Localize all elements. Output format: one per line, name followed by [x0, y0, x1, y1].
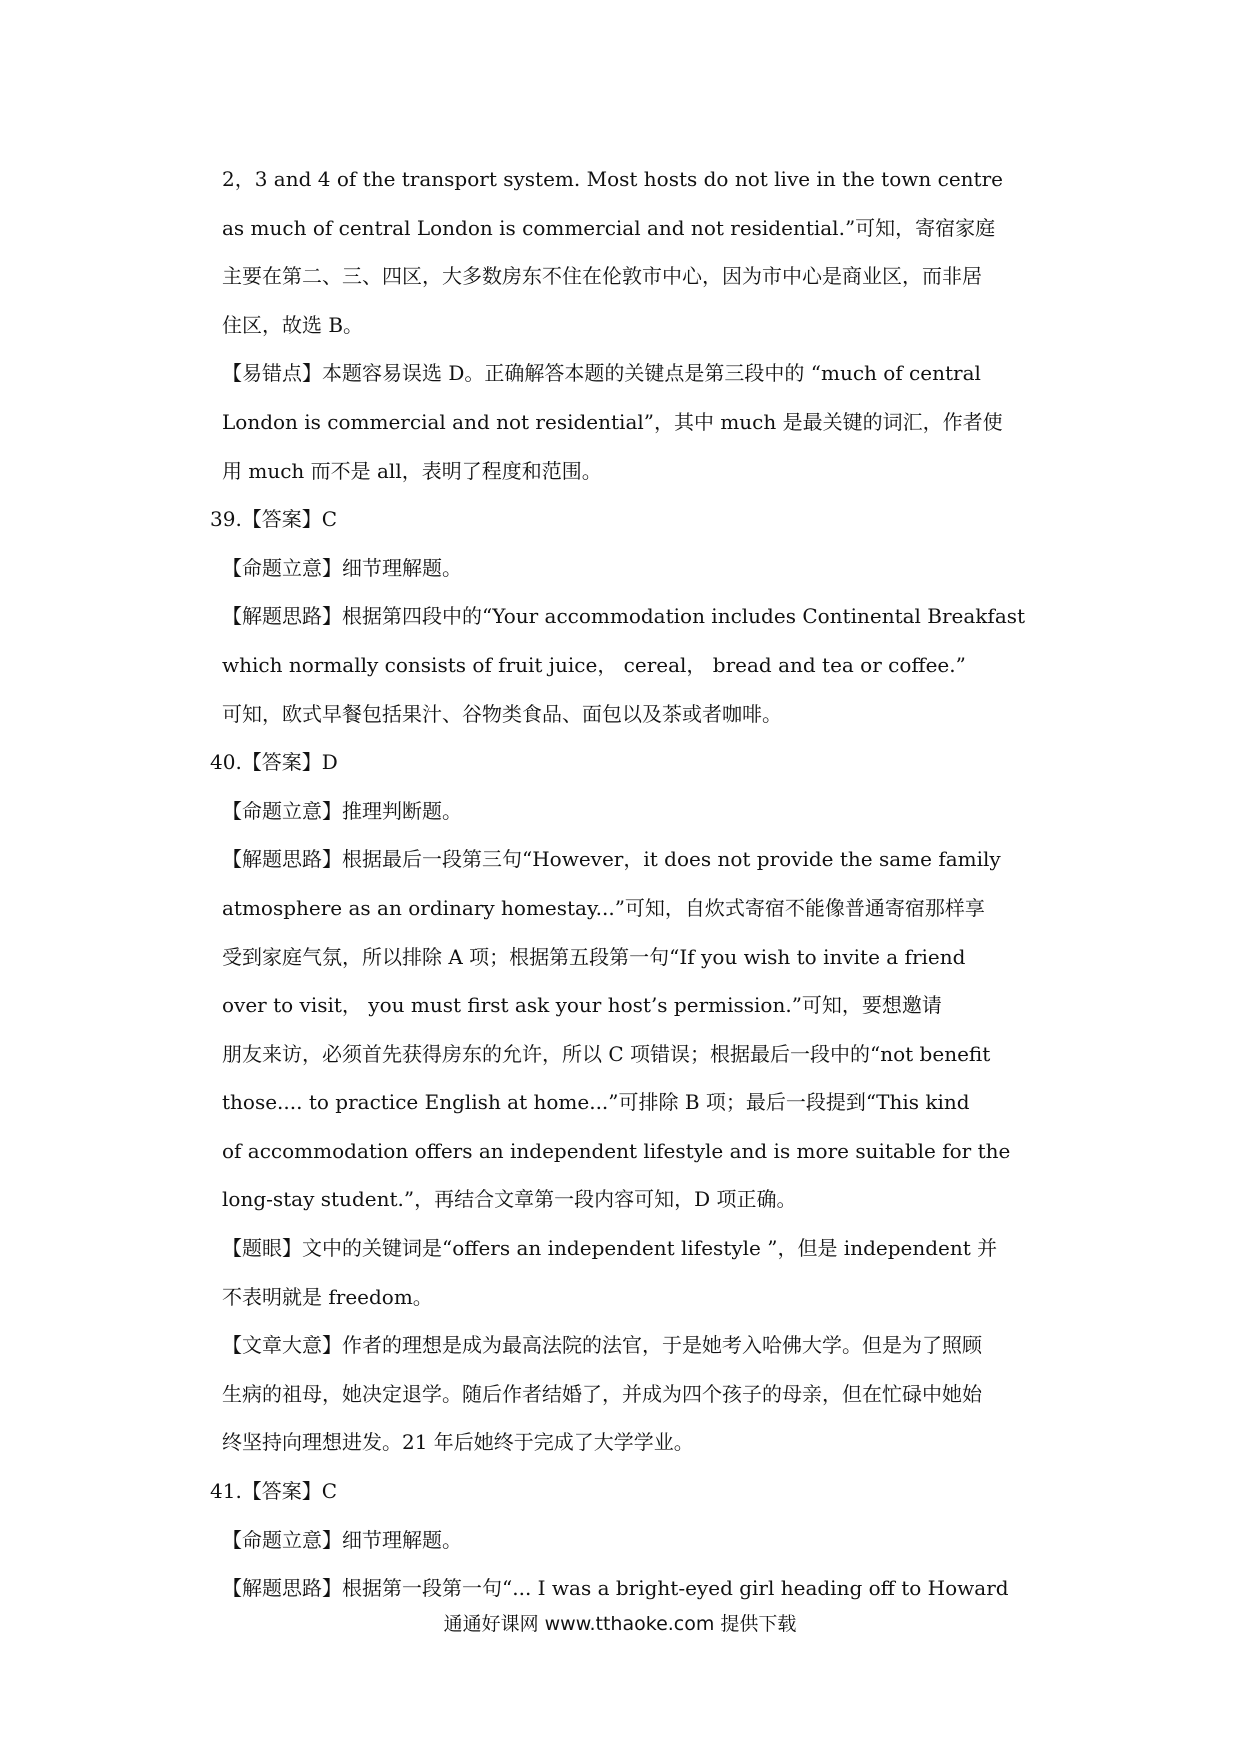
text-line: 受到家庭气氛，所以排除 A 项；根据第五段第一句“If you wish to invite a friend — [222, 944, 966, 969]
text-line: 住区，故选 B。 — [222, 312, 364, 337]
solution-idea: 【解题思路】根据最后一段第三句“However，it does not provide the same family — [222, 847, 1001, 872]
text-line: as much of central London is commercial and not residential.”可知，寄宿家庭 — [222, 215, 996, 240]
text-line: 主要在第二、三、四区，大多数房东不住在伦敦市中心，因为市中心是商业区，而非居 — [222, 264, 982, 289]
page-footer: 通通好课网 www.tthaoke.com 提供下载 — [443, 1613, 797, 1635]
answer-39: 39.【答案】C — [210, 507, 338, 532]
text-line: of accommodation offers an independent lifestyle and is more suitable for the — [222, 1138, 1011, 1163]
text-line: London is commercial and not residential”，其中 much 是最关键的词汇，作者使 — [222, 409, 1003, 434]
question-intent: 【命题立意】细节理解题。 — [222, 555, 462, 580]
solution-idea: 【解题思路】根据第四段中的“Your accommodation includes Continental Breakfast — [222, 604, 1026, 629]
text-line: over to visit， you must first ask your host’s permission.”可知，要想邀请 — [222, 993, 942, 1018]
text-line: those.... to practice English at home...”可排除 B 项；最后一段提到“This kind — [222, 1090, 970, 1115]
text-line: 终坚持向理想进发。21 年后她终于完成了大学学业。 — [222, 1430, 694, 1455]
text-line: 朋友来访，必须首先获得房东的允许，所以 C 项错误；根据最后一段中的“not benefit — [222, 1041, 991, 1066]
answer-40: 40.【答案】D — [210, 750, 338, 775]
question-intent: 【命题立意】推理判断题。 — [222, 798, 462, 823]
question-intent: 【命题立意】细节理解题。 — [222, 1527, 462, 1552]
text-line: 可知，欧式早餐包括果汁、谷物类食品、面包以及茶或者咖啡。 — [222, 701, 782, 726]
passage-summary: 【文章大意】作者的理想是成为最高法院的法官，于是她考入哈佛大学。但是为了照顾 — [222, 1333, 982, 1358]
text-line: long-stay student.”，再结合文章第一段内容可知，D 项正确。 — [222, 1187, 797, 1212]
text-line: 2，3 and 4 of the transport system. Most hosts do not live in the town centre — [222, 167, 1003, 191]
answer-explanation-body — [210, 155, 1044, 1613]
answer-41: 41.【答案】C — [210, 1479, 338, 1504]
text-line: 不表明就是 freedom。 — [222, 1284, 433, 1309]
text-line: 生病的祖母，她决定退学。随后作者结婚了，并成为四个孩子的母亲，但在忙碌中她始 — [222, 1381, 982, 1406]
solution-idea: 【解题思路】根据第一段第一句“... I was a bright-eyed girl heading off to Howard — [222, 1576, 1009, 1601]
text-line: which normally consists of fruit juice， cereal， bread and tea or coffee.” — [222, 652, 966, 677]
key-point: 【题眼】文中的关键词是“offers an independent lifestyle ”，但是 independent 并 — [222, 1236, 998, 1261]
text-line: atmosphere as an ordinary homestay...”可知，自炊式寄宿不能像普通寄宿那样享 — [222, 895, 985, 920]
text-line: 用 much 而不是 all，表明了程度和范围。 — [222, 458, 602, 483]
error-prone-point: 【易错点】本题容易误选 D。正确解答本题的关键点是第三段中的 “much of central — [222, 361, 981, 386]
